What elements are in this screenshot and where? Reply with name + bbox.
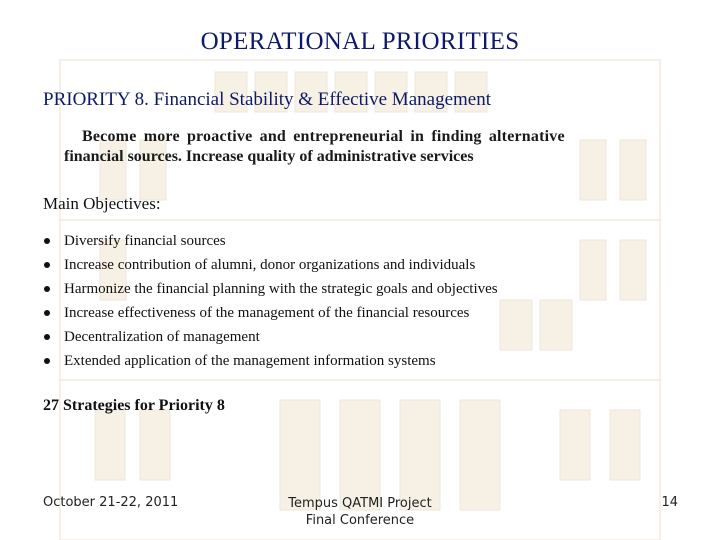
objective-text: Increase effectiveness of the management of the financial resources xyxy=(64,305,470,321)
list-item xyxy=(44,253,498,277)
footer-project xyxy=(250,495,470,529)
strategies-count: 27 Strategies for Priority 8 xyxy=(43,397,225,414)
list-item xyxy=(44,277,498,301)
objective-text: Extended application of the management information systems xyxy=(64,353,436,369)
footer-project-line-1: Tempus QATMI Project xyxy=(288,496,432,511)
priority-description xyxy=(64,127,676,167)
description-line-2: financial sources. Increase quality of administrative services xyxy=(64,148,474,165)
description-line-1: Become more proactive and entrepreneurial in finding alternative xyxy=(82,128,565,145)
bullet-icon xyxy=(44,334,50,340)
bullet-icon xyxy=(44,238,50,244)
page-number: 14 xyxy=(661,495,678,510)
bullet-icon xyxy=(44,310,50,316)
list-item xyxy=(44,349,498,373)
list-item xyxy=(44,301,498,325)
footer-date: October 21-22, 2011 xyxy=(43,495,179,510)
bullet-icon xyxy=(44,358,50,364)
objectives-list xyxy=(44,229,498,373)
objectives-heading: Main Objectives: xyxy=(43,194,161,213)
priority-heading: PRIORITY 8. Financial Stability & Effective Management xyxy=(43,89,491,110)
list-item xyxy=(44,229,498,253)
footer-project-line-2: Final Conference xyxy=(305,513,415,528)
objective-text: Harmonize the financial planning with the strategic goals and objectives xyxy=(64,281,498,297)
list-item xyxy=(44,325,498,349)
objective-text: Diversify financial sources xyxy=(64,233,226,249)
slide-title: OPERATIONAL PRIORITIES xyxy=(200,28,520,55)
bullet-icon xyxy=(44,286,50,292)
objective-text: Decentralization of management xyxy=(64,329,260,345)
bullet-icon xyxy=(44,262,50,268)
objective-text: Increase contribution of alumni, donor organizations and individuals xyxy=(64,257,476,273)
